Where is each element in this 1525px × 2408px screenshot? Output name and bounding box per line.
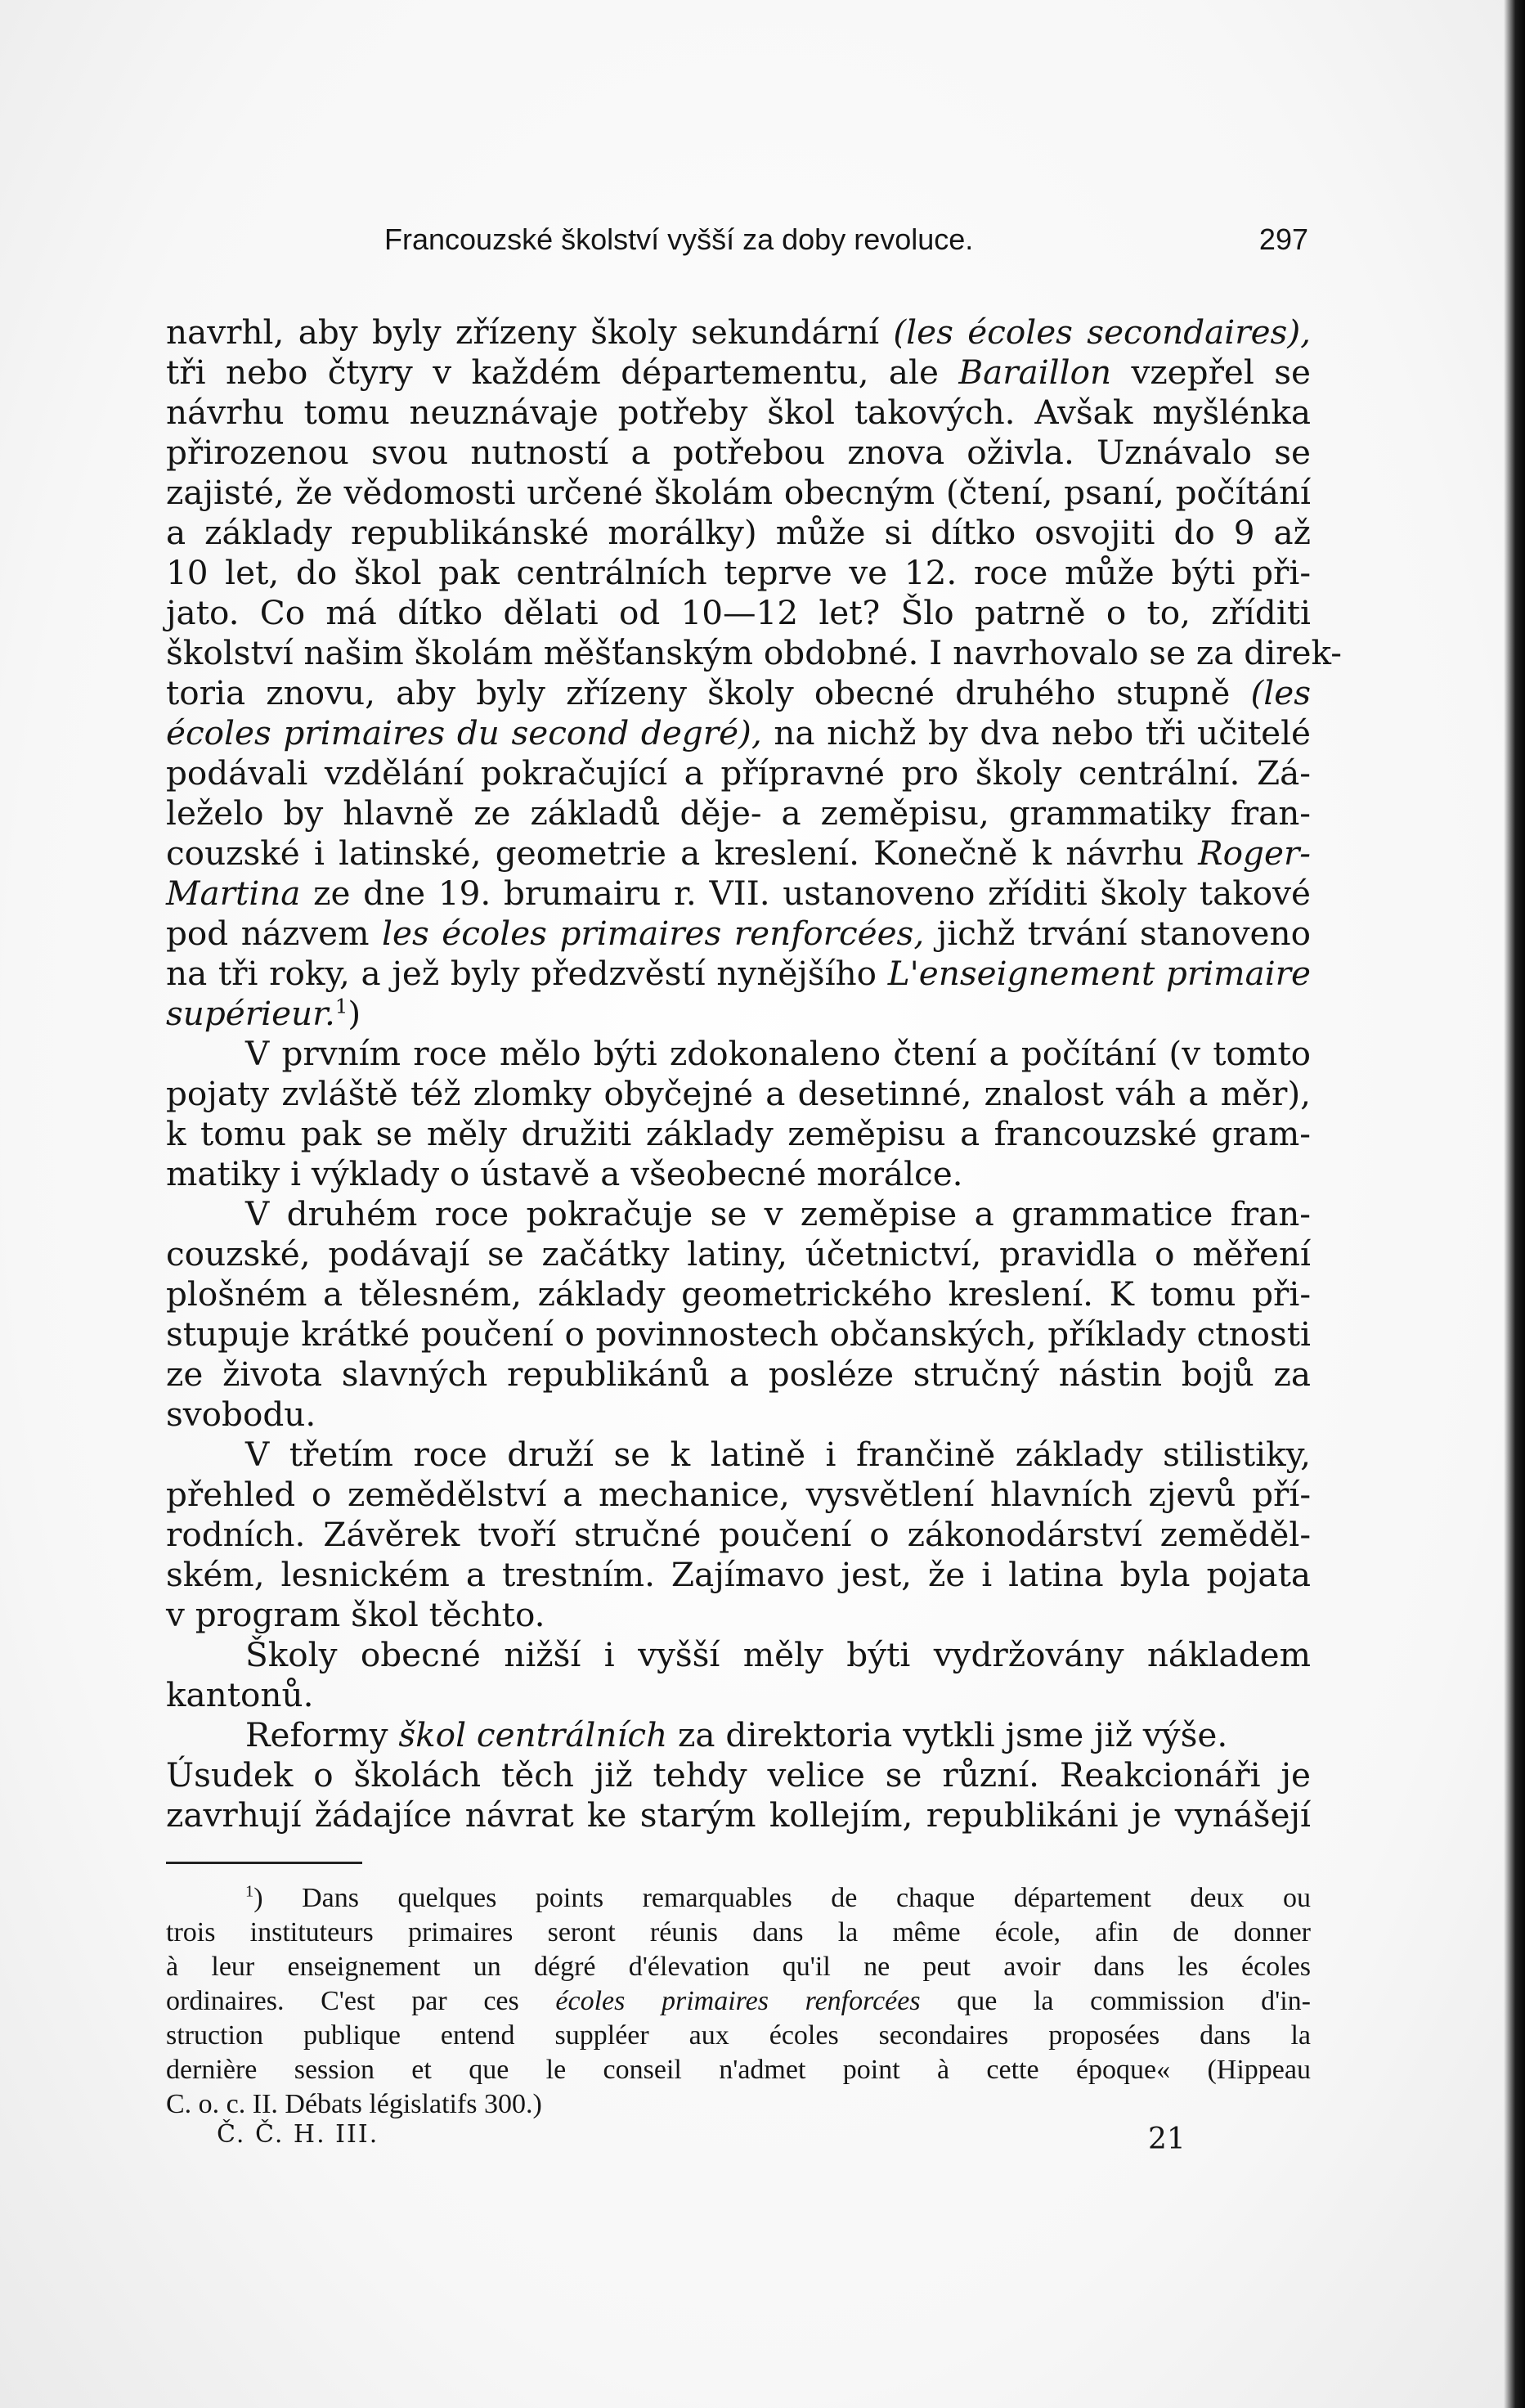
text-run: navrhl, aby byly zřízeny školy sekundární: [166, 312, 894, 352]
text-line: [166, 1194, 1311, 1234]
signature-mark: Č. Č. H. III.: [217, 2120, 379, 2149]
text-run: školství našim školám měšťanským obdobné. I navrhovalo se za direk-: [166, 633, 1342, 672]
text-run: jato. Co má dítko dělati od 10—12 let? Šlo patrně o to, zříditi: [166, 593, 1311, 632]
text-run: jichž trvání stanoveno: [924, 914, 1311, 953]
text-line: [166, 1114, 1311, 1154]
italic-text: écoles primaires renforcées: [555, 1986, 921, 2016]
text-run: Reformy: [245, 1715, 399, 1754]
text-run: za direktoria vytkli jsme již výše.: [667, 1715, 1228, 1754]
text-run: zajisté, že vědomosti určené školám obecným (čtení, psaní, počítání: [166, 473, 1311, 512]
text-run: k tomu pak se měly družiti základy zeměpisu a francouzské gram-: [166, 1114, 1311, 1153]
text-run: struction publique entend suppléer aux écoles secondaires proposées dans la: [166, 2020, 1311, 2051]
text-run: V druhém roce pokračuje se v zeměpise a grammatice fran-: [245, 1194, 1311, 1233]
italic-text: (les écoles secondaires),: [893, 312, 1311, 352]
text-line: [166, 553, 1311, 593]
text-line: [166, 1515, 1311, 1555]
text-line: [166, 673, 1311, 713]
text-run: rodních. Závěrek tvoří stručné poučení o zákonodárství zeměděl-: [166, 1515, 1311, 1554]
italic-text: supérieur.: [166, 994, 335, 1033]
main-text: [166, 312, 1342, 1835]
page-number: 297: [1258, 222, 1308, 256]
footnote-line: [166, 1881, 1311, 1916]
text-run: à leur enseignement un dégré d'élevation qu'il ne peut avoir dans les écoles: [166, 1952, 1311, 1982]
italic-text: Baraillon: [958, 353, 1112, 392]
text-run: V prvním roce mělo býti zdokonaleno čtení a počítání (v tomto: [245, 1034, 1311, 1073]
text-line: [166, 874, 1311, 914]
text-line: [166, 393, 1311, 433]
text-line: [166, 753, 1311, 793]
text-run: přehled o zemědělství a mechanice, vysvětlení hlavních zjevů pří-: [166, 1475, 1311, 1514]
text-line: [166, 593, 1311, 633]
text-run: leželo by hlavně ze základů děje- a zeměpisu, grammatiky fran-: [166, 793, 1311, 833]
italic-text: L'enseignement primaire: [887, 954, 1311, 993]
footnote-line: [166, 1916, 1311, 1950]
text-run: v program škol těchto.: [166, 1595, 545, 1634]
text-line: [166, 1154, 1311, 1194]
text-run: a základy republikánské morálky) může si dítko osvojiti do 9 až: [166, 513, 1311, 552]
footnote-marker: 1: [334, 994, 348, 1018]
text-run: přirozenou svou nutností a potřebou znova oživla. Uznávalo se: [166, 433, 1311, 472]
text-line: [166, 954, 1311, 994]
text-line: [166, 914, 1311, 954]
text-line: [166, 994, 1311, 1034]
text-line: [166, 1314, 1311, 1354]
text-run: Školy obecné nižší i vyšší měly býti vydržovány nákladem: [245, 1635, 1311, 1674]
header-title: Francouzské školství vyšší za doby revoluce.: [384, 222, 974, 256]
text-run: tři nebo čtyry v každém départementu, ale: [166, 353, 959, 392]
text-run: ském, lesnickém a trestním. Zajímavo jest, že i latina byla pojata: [166, 1555, 1311, 1594]
text-line: [166, 1475, 1311, 1515]
italic-text: Martina: [166, 874, 301, 913]
text-run: vzepřel se: [1111, 353, 1311, 392]
text-line: [166, 1395, 1311, 1435]
text-run: ordinaires. C'est par ces: [166, 1986, 556, 2016]
text-line: [166, 1675, 1311, 1715]
text-run: que la commission d'in-: [920, 1986, 1311, 2016]
text-run: na tři roky, a jež byly předzvěstí nynějšího: [166, 954, 888, 993]
text-run: na nichž by dva nebo tři učitelé: [761, 713, 1311, 752]
text-run: pojaty zvláště též zlomky obyčejné a desetinné, znalost váh a měr),: [166, 1074, 1311, 1113]
text-run: couzské i latinské, geometrie a kreslení. Konečně k návrhu: [166, 833, 1199, 873]
text-line: [166, 793, 1311, 833]
text-line: [166, 353, 1311, 393]
text-run: plošném a tělesném, základy geometrického kreslení. K tomu při-: [166, 1274, 1311, 1314]
footnote-line: [166, 1950, 1311, 1984]
text-line: [166, 1074, 1311, 1114]
italic-text: les écoles primaires renforcées,: [382, 914, 925, 953]
running-header: [384, 222, 1308, 257]
text-run: V třetím roce druží se k latině i frančině základy stilistiky,: [245, 1435, 1311, 1474]
footnote: [166, 1881, 1311, 2122]
text-run: dernière session et que le conseil n'admet point à cette époque« (Hippeau: [166, 2055, 1311, 2085]
text-run: 10 let, do škol pak centrálních teprve ve 12. roce může býti při-: [166, 553, 1311, 592]
footnote-separator: [166, 1862, 362, 1864]
footnote-line: [166, 1984, 1311, 2019]
text-run: podávali vzdělání pokračující a přípravné pro školy centrální. Zá-: [166, 753, 1311, 793]
text-line: [166, 312, 1311, 353]
text-line: [166, 1234, 1311, 1274]
text-run: kantonů.: [166, 1675, 314, 1714]
text-line: [166, 1715, 1311, 1755]
text-run: ze dne 19. brumairu r. VII. ustanoveno zříditi školy takové: [300, 874, 1311, 913]
text-run: matiky i výklady o ústavě a všeobecné morálce.: [166, 1154, 963, 1193]
text-line: [166, 1635, 1311, 1675]
text-run: Úsudek o školách těch již tehdy velice se různí. Reakcionáři je: [166, 1755, 1311, 1795]
footnote-line: [166, 2019, 1311, 2053]
text-run: ze života slavných republikánů a posléze stručný nástin bojů za: [166, 1354, 1311, 1394]
footnote-line: [166, 2087, 1311, 2122]
text-line: [166, 1034, 1311, 1074]
text-run: stupuje krátké poučení o povinnostech občanských, příklady ctnosti: [166, 1314, 1311, 1354]
text-run: C. o. c. II. Débats législatifs 300.): [166, 2089, 542, 2119]
text-line: [166, 713, 1311, 753]
text-run: zavrhují žádajíce návrat ke starým kollejím, republikáni je vynášejí: [166, 1795, 1311, 1835]
text-run: svobodu.: [166, 1395, 316, 1434]
text-run: ) Dans quelques points remarquables de chaque département deux ou: [253, 1883, 1311, 1913]
text-run: ): [348, 994, 361, 1033]
text-line: [166, 473, 1311, 513]
text-line: [166, 1755, 1311, 1795]
text-line: [166, 1555, 1311, 1595]
italic-text: (les: [1250, 673, 1311, 712]
text-line: [166, 1435, 1311, 1475]
text-run: pod názvem: [166, 914, 383, 953]
text-run: toria znovu, aby byly zřízeny školy obecné druhého stupně: [166, 673, 1251, 712]
italic-text: Roger-: [1198, 833, 1311, 873]
text-line: [166, 1795, 1311, 1835]
text-line: [166, 633, 1342, 673]
text-line: [166, 513, 1311, 553]
text-run: návrhu tomu neuznávaje potřeby škol takových. Avšak myšlénka: [166, 393, 1311, 432]
sheet-number: 21: [1148, 2123, 1186, 2156]
footnote-line: [166, 2053, 1311, 2087]
text-line: [166, 1595, 1311, 1635]
text-line: [166, 833, 1311, 874]
italic-text: škol centrálních: [398, 1715, 668, 1754]
text-run: couzské, podávají se začátky latiny, účetnictví, pravidla o měření: [166, 1234, 1311, 1274]
text-line: [166, 433, 1311, 473]
text-line: [166, 1354, 1311, 1395]
text-run: trois instituteurs primaires seront réunis dans la même école, afin de donner: [166, 1917, 1311, 1948]
scan-edge-shadow: [1504, 0, 1525, 2408]
footnote-marker: 1: [245, 1882, 254, 1901]
text-line: [166, 1274, 1311, 1314]
italic-text: écoles primaires du second degré),: [166, 713, 762, 752]
